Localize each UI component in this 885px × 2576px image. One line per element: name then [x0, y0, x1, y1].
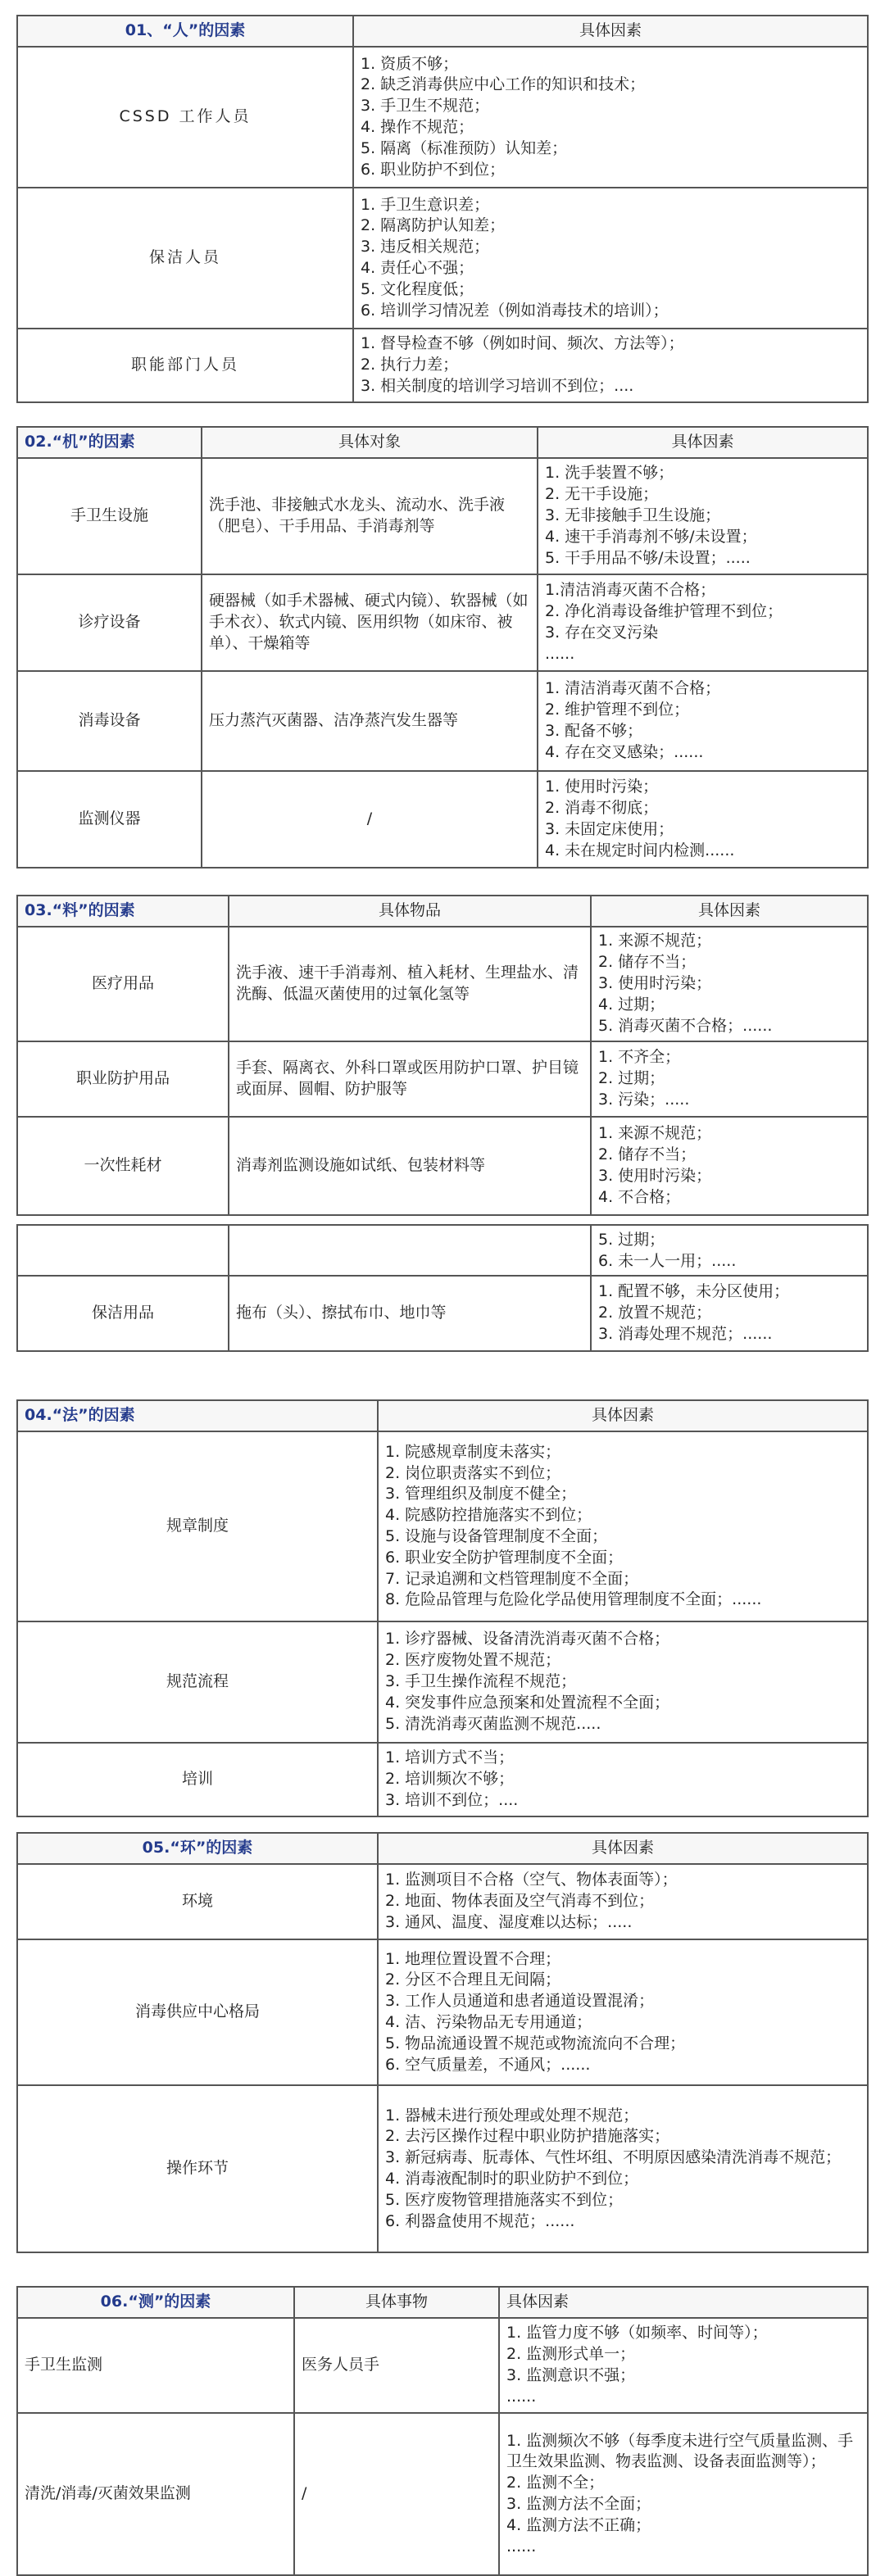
row-category: 环境	[17, 1864, 378, 1939]
factor-line: 3. 手卫生不规范；	[361, 97, 490, 116]
table-row	[17, 2318, 868, 2413]
row-category: 规范流程	[17, 1621, 378, 1743]
row-category: 手卫生设施	[17, 458, 202, 574]
factor-line: 1. 不齐全；	[598, 1048, 681, 1067]
factor-line: 1. 院感规章制度未落实；	[385, 1442, 561, 1461]
people-table	[16, 15, 869, 403]
factor-line: 1. 洗手装置不够；	[545, 464, 674, 483]
factor-line: 2. 净化消毒设备维护管理不到位；	[545, 602, 783, 621]
factor-line: 5. 隔离（标准预防）认知差；	[361, 138, 568, 157]
factor-line: 2. 执行力差；	[361, 356, 459, 374]
factor-line: 3. 配备不够；	[545, 722, 643, 740]
table-row	[17, 329, 868, 402]
row-factors	[538, 671, 868, 771]
factor-line: 2. 监测不全；	[506, 2474, 605, 2492]
row-category: 职业防护用品	[17, 1041, 229, 1117]
factor-line: 5. 清洗消毒灭菌监测不规范.....	[385, 1714, 601, 1733]
material-col-factors: 具体因素	[591, 896, 868, 927]
environment-col-factors: 具体因素	[378, 1833, 868, 1864]
factor-line: 3. 新冠病毒、朊毒体、气性坏组、不明原因感染清洗消毒不规范；	[385, 2148, 842, 2167]
row-factors	[538, 574, 868, 671]
factor-line: 4. 操作不规范；	[361, 118, 474, 136]
factor-line: 1. 地理位置设置不合理；	[385, 1949, 561, 1968]
row-category: 操作环节	[17, 2085, 378, 2252]
factor-line: 1. 监测频次不够（每季度未进行空气质量监测、手卫生效果监测、物表监测、设备表面监测等）；	[506, 2431, 854, 2471]
factor-line: 2. 去污区操作过程中职业防护措施落实；	[385, 2127, 670, 2146]
factor-line: 4. 消毒液配制时的职业防护不到位；	[385, 2170, 639, 2188]
machine-table	[16, 426, 869, 868]
factor-line: 3. 相关制度的培训学习培训不到位；....	[361, 376, 634, 395]
table-row	[17, 1621, 868, 1743]
row-factors	[591, 927, 868, 1041]
factor-line: 3. 使用时污染；	[598, 974, 712, 993]
row-factors	[378, 2085, 868, 2252]
factor-line: 4. 未在规定时间内检测......	[545, 841, 735, 859]
row-category: 保洁人员	[17, 188, 353, 329]
factor-line: 3. 手卫生操作流程不规范；	[385, 1672, 577, 1691]
factor-line: 1. 资质不够；	[361, 54, 459, 73]
factor-line: 4. 责任心不强；	[361, 259, 474, 277]
factor-line: 4. 存在交叉感染；......	[545, 742, 704, 761]
table-row	[17, 1117, 868, 1215]
row-factors	[499, 2413, 868, 2575]
factor-line: 3. 违反相关规范；	[361, 238, 490, 256]
factor-line: 7. 记录追溯和文档管理制度不全面；	[385, 1569, 639, 1588]
row-factors	[591, 1225, 868, 1276]
factor-line: 2. 放置不规范；	[598, 1304, 712, 1322]
table-row	[17, 1939, 868, 2085]
row-object: 洗手液、速干手消毒剂、植入耗材、生理盐水、清洗酶、低温灭菌使用的过氧化氢等	[229, 927, 591, 1041]
factor-line: ......	[545, 644, 575, 663]
factor-line: 2. 培训频次不够；	[385, 1770, 515, 1789]
factor-line: 3. 未固定床使用；	[545, 820, 674, 838]
table-row	[17, 1041, 868, 1117]
table-row	[17, 771, 868, 868]
factor-line: 6. 空气质量差，不通风；......	[385, 2055, 591, 2074]
row-category: 一次性耗材	[17, 1117, 229, 1215]
material-table-continued	[16, 1224, 869, 1352]
factor-line: 1. 监管力度不够（如频率、时间等）；	[506, 2324, 768, 2342]
environment-title: 05.“环”的因素	[17, 1833, 378, 1864]
row-object: /	[294, 2413, 499, 2575]
factor-line: 3. 培训不到位；....	[385, 1790, 519, 1809]
factor-line: 6. 职业防护不到位；	[361, 160, 506, 179]
factor-line: 4. 过期；	[598, 995, 665, 1014]
section-machine	[16, 426, 869, 868]
row-object: /	[202, 771, 538, 868]
machine-title: 02.“机”的因素	[17, 427, 202, 458]
factor-line: 3. 污染；.....	[598, 1090, 690, 1109]
row-object: 医务人员手	[294, 2318, 499, 2413]
row-factors	[353, 47, 868, 188]
factor-line: 6. 未一人一用；.....	[598, 1252, 737, 1271]
factor-line: 2. 分区不合理且无间隔；	[385, 1971, 561, 1989]
people-col-factors: 具体因素	[353, 16, 868, 47]
method-table	[16, 1399, 869, 1817]
table-row	[17, 1431, 868, 1621]
table-row	[17, 1225, 868, 1276]
row-object: 消毒剂监测设施如试纸、包装材料等	[229, 1117, 591, 1215]
factor-line: 1. 来源不规范；	[598, 1124, 712, 1143]
section-material-continued	[16, 1224, 869, 1352]
factor-line: 5. 干手用品不够/未设置；.....	[545, 548, 751, 567]
table-row	[17, 458, 868, 574]
factor-line: 1. 手卫生意识差；	[361, 195, 490, 214]
factor-line: 3. 管理组织及制度不健全；	[385, 1485, 577, 1503]
row-factors	[353, 188, 868, 329]
factor-line: 1. 诊疗器械、设备清洗消毒灭菌不合格；	[385, 1630, 670, 1649]
measurement-title: 06.“测”的因素	[17, 2287, 294, 2318]
factor-line: 1. 清洁消毒灭菌不合格；	[545, 679, 721, 698]
table-row	[17, 1743, 868, 1816]
machine-col-objects: 具体对象	[202, 427, 538, 458]
measurement-col-items: 具体事物	[294, 2287, 499, 2318]
row-category: 诊疗设备	[17, 574, 202, 671]
factor-line: 2. 储存不当；	[598, 1145, 697, 1164]
factor-line: 3. 无非接触手卫生设施；	[545, 506, 721, 525]
row-factors	[378, 1939, 868, 2085]
factor-line: 2. 监测形式单一；	[506, 2345, 636, 2364]
row-object: 手套、隔离衣、外科口罩或医用防护口罩、护目镜或面屏、圆帽、防护服等	[229, 1041, 591, 1117]
factor-line: 6. 利器盒使用不规范；......	[385, 2211, 575, 2230]
material-title: 03.“料”的因素	[17, 896, 229, 927]
factor-line: ......	[506, 2387, 537, 2406]
table-row	[17, 2413, 868, 2575]
row-factors	[353, 329, 868, 402]
factor-line: 1. 使用时污染；	[545, 778, 659, 796]
row-factors	[378, 1431, 868, 1621]
factor-line: 8. 危险品管理与危险化学品使用管理制度不全面；......	[385, 1590, 762, 1609]
factor-line: 2. 无干手设施；	[545, 485, 659, 504]
row-category: 规章制度	[17, 1431, 378, 1621]
factor-line: 2. 消毒不彻底；	[545, 799, 659, 818]
row-object	[229, 1225, 591, 1276]
factor-line: 2. 医疗废物处置不规范；	[385, 1651, 561, 1670]
factor-line: 1.清洁消毒灭菌不合格；	[545, 581, 716, 600]
factor-line: 5. 消毒灭菌不合格；......	[598, 1016, 773, 1035]
factor-line: 6. 培训学习情况差（例如消毒技术的培训）；	[361, 301, 669, 320]
row-factors	[378, 1864, 868, 1939]
row-factors	[499, 2318, 868, 2413]
row-category: 清洗/消毒/灭菌效果监测	[17, 2413, 294, 2575]
table-row	[17, 671, 868, 771]
row-factors	[538, 771, 868, 868]
factor-line: 3. 监测意识不强；	[506, 2366, 636, 2384]
section-measurement	[16, 2286, 869, 2576]
table-row	[17, 1864, 868, 1939]
row-factors	[538, 458, 868, 574]
method-col-factors: 具体因素	[378, 1400, 868, 1431]
row-category	[17, 1225, 229, 1276]
table-row	[17, 188, 868, 329]
factor-line: 1. 器械未进行预处理或处理不规范；	[385, 2106, 639, 2125]
row-category: 消毒设备	[17, 671, 202, 771]
factor-line: 1. 来源不规范；	[598, 932, 712, 950]
factor-line: 3. 工作人员通道和患者通道设置混淆；	[385, 1992, 655, 2011]
row-category: 监测仪器	[17, 771, 202, 868]
row-factors	[591, 1117, 868, 1215]
table-row	[17, 574, 868, 671]
factor-line: 1. 督导检查不够（例如时间、频次、方法等）；	[361, 334, 684, 353]
factor-line: 5. 过期；	[598, 1231, 665, 1249]
factor-line: 5. 文化程度低；	[361, 279, 474, 298]
row-factors	[378, 1621, 868, 1743]
table-row	[17, 1276, 868, 1351]
row-object: 洗手池、非接触式水龙头、流动水、洗手液（肥皂）、干手用品、手消毒剂等	[202, 458, 538, 574]
table-row	[17, 927, 868, 1041]
factor-line: ......	[506, 2537, 537, 2556]
factor-line: 2. 地面、物体表面及空气消毒不到位；	[385, 1892, 655, 1911]
factor-line: 5. 医疗废物管理措施落实不到位；	[385, 2190, 624, 2209]
factor-line: 3. 监测方法不全面；	[506, 2495, 651, 2513]
factor-line: 5. 物品流通设置不规范或物流流向不合理；	[385, 2034, 686, 2052]
factor-line: 2. 维护管理不到位；	[545, 701, 690, 719]
row-object: 压力蒸汽灭菌器、洁净蒸汽发生器等	[202, 671, 538, 771]
measurement-table	[16, 2286, 869, 2576]
factor-line: 2. 储存不当；	[598, 953, 697, 972]
factor-line: 4. 突发事件应急预案和处置流程不全面；	[385, 1693, 670, 1712]
factor-line: 4. 不合格；	[598, 1187, 681, 1206]
factor-line: 2. 缺乏消毒供应中心工作的知识和技术；	[361, 75, 646, 94]
row-factors	[378, 1743, 868, 1816]
factor-line: 4. 监测方法不正确；	[506, 2515, 651, 2534]
row-category: 培训	[17, 1743, 378, 1816]
section-material	[16, 895, 869, 1216]
factor-line: 1. 培训方式不当；	[385, 1748, 515, 1767]
row-category: 手卫生监测	[17, 2318, 294, 2413]
factor-line: 4. 速干手消毒剂不够/未设置；	[545, 527, 757, 546]
material-table	[16, 895, 869, 1216]
factor-line: 3. 通风、温度、湿度难以达标；.....	[385, 1912, 633, 1931]
factor-line: 4. 洁、污染物品无专用通道；	[385, 2013, 592, 2031]
table-row	[17, 2085, 868, 2252]
measurement-col-factors: 具体因素	[499, 2287, 868, 2318]
table-row	[17, 47, 868, 188]
factor-line: 3. 消毒处理不规范；......	[598, 1324, 773, 1343]
row-factors	[591, 1276, 868, 1351]
factor-line: 2. 隔离防护认知差；	[361, 216, 506, 235]
row-category: CSSD 工作人员	[17, 47, 353, 188]
factor-line: 4. 院感防控措施落实不到位；	[385, 1506, 592, 1525]
factor-line: 6. 职业安全防护管理制度不全面；	[385, 1548, 624, 1567]
factor-line: 3. 使用时污染；	[598, 1167, 712, 1185]
factor-line: 1. 配置不够，未分区使用；	[598, 1282, 790, 1301]
row-category: 保洁用品	[17, 1276, 229, 1351]
factor-line: 3. 存在交叉污染	[545, 624, 659, 642]
factor-line: 1. 监测项目不合格（空气、物体表面等）；	[385, 1871, 678, 1889]
method-title: 04.“法”的因素	[17, 1400, 378, 1431]
row-object: 硬器械（如手术器械、硬式内镜）、软器械（如手术衣）、软式内镜、医用织物（如床帘、被单）、干燥箱等	[202, 574, 538, 671]
factor-line: 2. 过期；	[598, 1069, 665, 1088]
section-method	[16, 1399, 869, 1817]
row-factors	[591, 1041, 868, 1117]
factor-line: 2. 岗位职责落实不到位；	[385, 1463, 561, 1482]
people-title: 01、“人”的因素	[17, 16, 353, 47]
row-category: 职能部门人员	[17, 329, 353, 402]
machine-col-factors: 具体因素	[538, 427, 868, 458]
material-col-items: 具体物品	[229, 896, 591, 927]
row-category: 医疗用品	[17, 927, 229, 1041]
environment-table	[16, 1832, 869, 2253]
section-people	[16, 15, 869, 403]
section-environment	[16, 1832, 869, 2253]
row-object: 拖布（头）、擦拭布巾、地巾等	[229, 1276, 591, 1351]
factor-line: 5. 设施与设备管理制度不全面；	[385, 1527, 608, 1545]
row-category: 消毒供应中心格局	[17, 1939, 378, 2085]
